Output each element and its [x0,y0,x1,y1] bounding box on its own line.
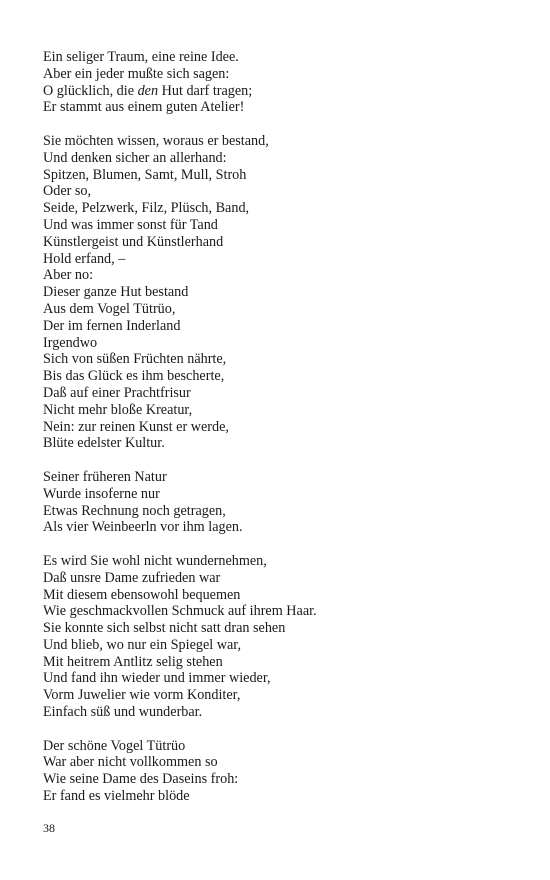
poem-line: Hold erfand, – [43,250,126,267]
poem-line: Der schöne Vogel Tütrüo [43,737,186,754]
poem-line: Und was immer sonst für Tand [43,216,218,233]
page-number: 38 [43,821,55,835]
poem-line: Wurde insoferne nur [43,485,160,502]
poem-line: Oder so, [43,183,92,200]
stanza [43,49,523,116]
poem-line: Seiner früheren Natur [43,468,167,485]
poem-line: Sie möchten wissen, woraus er bestand, [43,132,269,149]
poem-line: Als vier Weinbeerln vor ihm lagen. [43,519,243,536]
poem-line: Daß auf einer Prachtfrisur [43,384,191,401]
poem-line: Wie geschmackvollen Schmuck auf ihrem Haar. [43,603,317,620]
poem-line: Er stammt aus einem guten Atelier! [43,99,245,116]
poem-text [43,49,523,822]
poem-line [43,83,523,100]
line-segment: Hut darf tragen; [158,82,253,99]
poem-line: Etwas Rechnung noch getragen, [43,502,226,519]
italic-word: den [137,82,159,99]
poem-line: Ein seliger Traum, eine reine Idee. [43,49,239,65]
poem-line: Sie konnte sich selbst nicht satt dran sehen [43,620,286,637]
poem-line: Aber no: [43,267,94,284]
poem-line: Aber ein jeder mußte sich sagen: [43,65,230,82]
poem-line: Seide, Pelzwerk, Filz, Plüsch, Band, [43,200,250,217]
poem-line: Dieser ganze Hut bestand [43,284,189,301]
poem-line: Aus dem Vogel Tütrüo, [43,300,176,317]
poem-line: Nein: zur reinen Kunst er werde, [43,418,229,435]
poem-line: Daß unsre Dame zufrieden war [43,569,221,586]
poem-line: Und denken sicher an allerhand: [43,149,227,166]
stanza [43,553,523,721]
poem-line: War aber nicht vollkommen so [43,754,218,771]
stanza [43,133,523,452]
poem-line: Der im fernen Inderland [43,317,181,334]
poem-line: Nicht mehr bloße Kreatur, [43,401,193,418]
poem-line: Wie seine Dame des Daseins froh: [43,771,239,788]
poem-line: Und blieb, wo nur ein Spiegel war, [43,636,242,653]
poem-line: Spitzen, Blumen, Samt, Mull, Stroh [43,166,247,183]
poem-line: Künstlergeist und Künstlerhand [43,233,224,250]
poem-line: Mit heitrem Antlitz selig stehen [43,653,223,670]
poem-line: Er fand es vielmehr blöde [43,788,190,805]
poem-line: Irgendwo [43,334,98,351]
stanza [43,469,523,536]
poem-line: Es wird Sie wohl nicht wundernehmen, [43,552,267,569]
poem-line: Und fand ihn wieder und immer wieder, [43,670,271,687]
line-segment: O glücklich, die [43,82,138,99]
poem-line: Einfach süß und wunderbar. [43,704,203,721]
poem-line: Sich von süßen Früchten nährte, [43,351,227,368]
poem-line: Vorm Juwelier wie vorm Konditer, [43,687,241,704]
poem-line: Mit diesem ebensowohl bequemen [43,586,241,603]
poem-line: Blüte edelster Kultur. [43,435,165,452]
poem-line: Bis das Glück es ihm bescherte, [43,368,225,385]
stanza [43,738,523,805]
